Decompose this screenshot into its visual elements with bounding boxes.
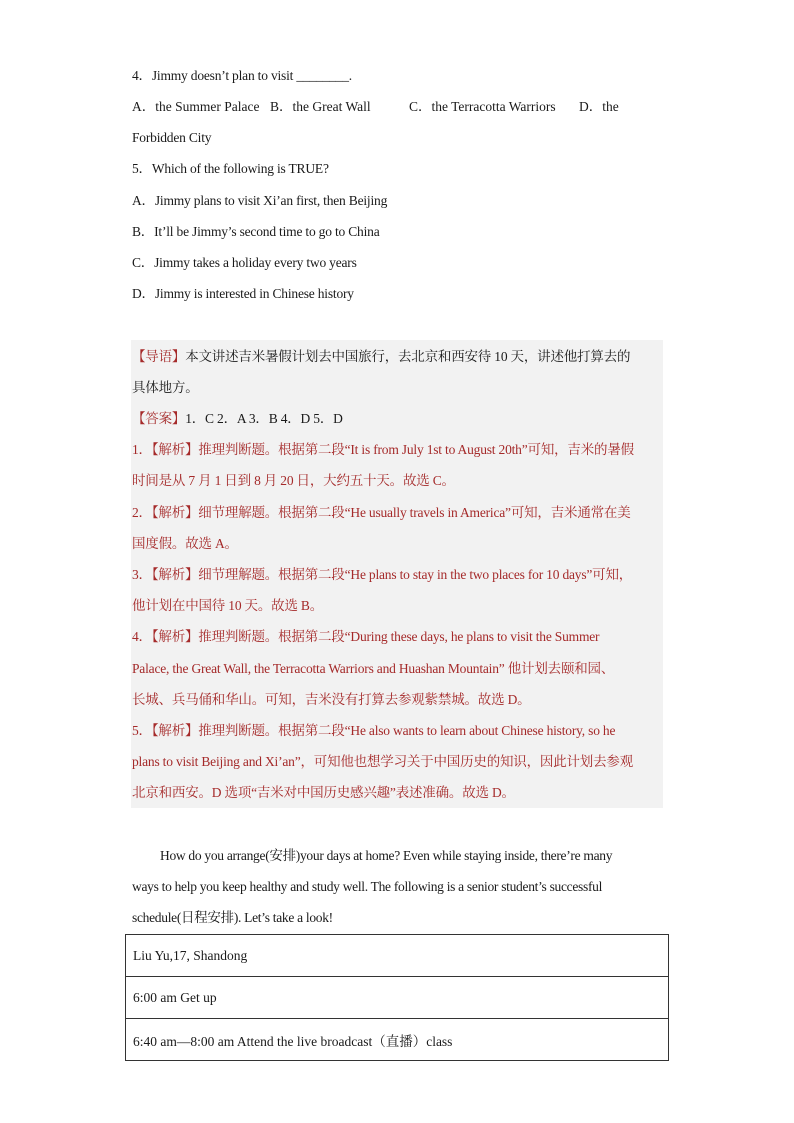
passage-line-1: How do you arrange(安排)your days at home? Even while staying inside, there’re many — [160, 848, 613, 863]
intro-line-1 — [132, 347, 630, 367]
explanation-4-line-2: Palace, the Great Wall, the Terracotta Warriors and Huashan Mountain” 他计划去颐和园、 — [132, 661, 615, 676]
explanation-2-line-2: 国度假。故选 A。 — [132, 536, 238, 551]
answer-tag: 【答案】 — [132, 411, 186, 426]
explanation-4-line-1: 4．【解析】推理判断题。根据第二段“During these days, he plans to visit the Summer — [132, 629, 600, 644]
explanation-2-line-1: 2．【解析】细节理解题。根据第二段“He usually travels in America”可知，吉米通常在美 — [132, 505, 631, 520]
q4-stem: 4．Jimmy doesn’t plan to visit ________. — [132, 68, 352, 83]
explanation-3-line-1: 3．【解析】细节理解题。根据第二段“He plans to stay in the two places for 10 days”可知， — [132, 567, 633, 582]
q5-option-c: C．Jimmy takes a holiday every two years — [132, 255, 357, 270]
explanation-3-line-2: 他计划在中国待 10 天。故选 B。 — [132, 598, 324, 613]
intro-line-2 — [132, 378, 199, 398]
q4-option-d: D．the — [579, 99, 619, 114]
table-row — [126, 1019, 669, 1061]
q4-option-d-wrap: Forbidden City — [132, 130, 212, 145]
passage-line-2: ways to help you keep healthy and study well. The following is a senior student’s successful — [132, 879, 603, 894]
explanation-5-line-3: 北京和西安。D 选项“吉米对中国历史感兴趣”表述准确。故选 D。 — [132, 785, 515, 800]
table-cell: 6:00 am Get up — [126, 977, 669, 1019]
answer-list: 1．C 2．A 3．B 4．D 5．D — [185, 411, 343, 426]
explanation-5-line-2: plans to visit Beijing and Xi’an”，可知他也想学习关于中国历史的知识，因此计划去参观 — [132, 754, 633, 769]
schedule-table — [125, 934, 669, 1061]
q5-option-d: D．Jimmy is interested in Chinese history — [132, 286, 354, 301]
table-cell: 6:40 am—8:00 am Attend the live broadcast（直播）class — [126, 1019, 669, 1061]
table-cell: Liu Yu,17, Shandong — [126, 935, 669, 977]
q5-option-b: B．It’ll be Jimmy’s second time to go to China — [132, 224, 380, 239]
table-row — [126, 977, 669, 1019]
explanation-1-line-2: 时间是从 7 月 1 日到 8 月 20 日，大约五十天。故选 C。 — [132, 473, 455, 488]
explanation-5-line-1: 5．【解析】推理判断题。根据第二段“He also wants to learn about Chinese history, so he — [132, 723, 616, 738]
q5-stem: 5．Which of the following is TRUE? — [132, 161, 329, 176]
intro-text: 本文讲述吉米暑假计划去中国旅行，去北京和西安待 10 天，讲述他打算去的 — [185, 349, 631, 364]
passage-line-3: schedule(日程安排). Let’s take a look! — [132, 910, 333, 925]
q4-option-c: C．the Terracotta Warriors — [409, 99, 556, 114]
intro-tag: 【导语】 — [132, 349, 186, 364]
q4-option-a: A．the Summer Palace — [132, 99, 260, 114]
q4-option-b: B．the Great Wall — [270, 99, 371, 114]
table-row — [126, 935, 669, 977]
answer-line — [132, 409, 343, 429]
intro-text-2: 具体地方。 — [132, 380, 199, 395]
explanation-1-line-1: 1．【解析】推理判断题。根据第二段“It is from July 1st to August 20th”可知，吉米的暑假 — [132, 442, 634, 457]
q5-option-a: A．Jimmy plans to visit Xi’an first, then Beijing — [132, 193, 388, 208]
q4-options — [132, 97, 692, 117]
explanation-4-line-3: 长城、兵马俑和华山。可知，吉米没有打算去参观紫禁城。故选 D。 — [132, 692, 531, 707]
